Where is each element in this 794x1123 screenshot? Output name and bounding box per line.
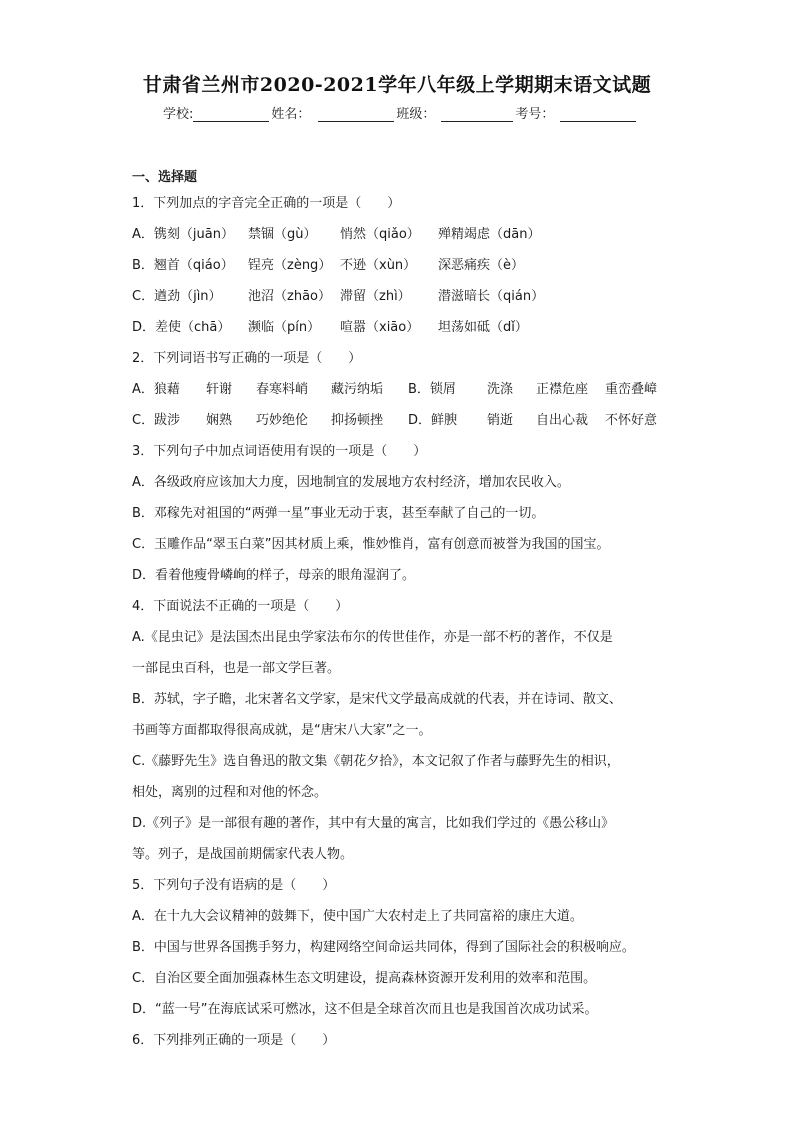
question-4-stem: 4．下面说法不正确的一项是（ ） — [132, 599, 349, 614]
option-item: 不逊（xùn） — [340, 258, 417, 273]
word-item: B．锁屑 — [408, 382, 456, 397]
question-3-option-b: B．邓稼先对祖国的“两弹一星”事业无动于衷，甚至奉献了自己的一切。 — [132, 506, 545, 521]
option-item: 喧嚣（xiāo） — [340, 320, 420, 335]
option-item: 悄然（qiǎo） — [340, 227, 420, 242]
student-info-row — [163, 103, 638, 122]
option-item: 池沼（zhāo） — [248, 289, 331, 304]
option-item: C．遒劲（jìn） — [132, 289, 222, 304]
question-4-line: 书画等方面都取得很高成就，是“唐宋八大家”之一。 — [132, 723, 432, 738]
question-4-line: 等。列子，是战国前期儒家代表人物。 — [132, 847, 354, 862]
question-4-line: D.《列子》是一部很有趣的著作，其中有大量的寓言，比如我们学过的《愚公移山》 — [132, 816, 615, 831]
word-item: D．鲜腴 — [408, 413, 458, 428]
school-blank — [193, 107, 269, 122]
option-item: 坦荡如砥（dǐ） — [438, 320, 528, 335]
word-item: 洗涤 — [487, 382, 514, 397]
word-item: 正襟危座 — [536, 382, 589, 397]
question-5-option-a: A．在十九大会议精神的鼓舞下，使中国广大农村走上了共同富裕的康庄大道。 — [132, 909, 583, 924]
name-blank — [318, 107, 394, 122]
question-1-option-a — [132, 219, 677, 250]
question-3-stem: 3．下列句子中加点词语使用有误的一项是（ ） — [132, 444, 427, 459]
option-item: 锃亮（zèng） — [248, 258, 332, 273]
questions — [132, 188, 677, 1056]
page-title: 甘肃省兰州市2020-2021学年八年级上学期期末语文试题 — [142, 74, 652, 96]
class-blank — [441, 107, 513, 122]
section-heading: 一、选择题 — [132, 170, 198, 185]
option-item: 濒临（pín） — [248, 320, 321, 335]
word-item: 春寒料峭 — [256, 382, 309, 397]
question-5-stem: 5．下列句子没有语病的是（ ） — [132, 878, 336, 893]
question-1-stem: 1．下列加点的字音完全正确的一项是（ ） — [132, 196, 401, 211]
option-item: 殚精竭虑（dān） — [438, 227, 541, 242]
option-item: 潜滋暗长（qián） — [438, 289, 545, 304]
exam-no-label: 考号： — [515, 107, 555, 122]
word-item: A．狼藉 — [132, 382, 180, 397]
question-4-line: 相处，离别的过程和对他的怀念。 — [132, 785, 328, 800]
question-4-line: A.《昆虫记》是法国杰出昆虫学家法布尔的传世佳作，亦是一部不朽的著作，不仅是 — [132, 630, 613, 645]
word-item: 重峦叠嶂 — [605, 382, 658, 397]
name-label: 姓名： — [271, 107, 311, 122]
option-item: 深恶痛疾（è） — [438, 258, 524, 273]
question-2-row-cd — [132, 405, 677, 436]
question-4-line: 一部昆虫百科，也是一部文学巨著。 — [132, 661, 341, 676]
question-6-stem: 6．下列排列正确的一项是（ ） — [132, 1033, 336, 1048]
word-item: 不怀好意 — [605, 413, 658, 428]
option-item: D．差使（chā） — [132, 320, 231, 335]
word-item: 抑扬顿挫 — [331, 413, 384, 428]
question-3-option-a: A．各级政府应该加大力度，因地制宜的发展地方农村经济，增加农民收入。 — [132, 475, 570, 490]
question-2-stem: 2．下列词语书写正确的一项是（ ） — [132, 351, 362, 366]
question-1-option-d — [132, 312, 677, 343]
option-item: B．翘首（qiáo） — [132, 258, 234, 273]
word-item: 轩谢 — [206, 382, 233, 397]
exam-no-blank — [560, 107, 636, 122]
word-item: 销逝 — [487, 413, 514, 428]
word-item: C．跋涉 — [132, 413, 181, 428]
question-1-option-b — [132, 250, 677, 281]
class-label: 班级： — [396, 107, 436, 122]
question-5-option-b: B．中国与世界各国携手努力，构建网络空间命运共同体，得到了国际社会的积极响应。 — [132, 940, 635, 955]
word-item: 娴熟 — [206, 413, 233, 428]
question-2-row-ab — [132, 374, 677, 405]
question-5-option-c: C．自治区要全面加强森林生态文明建设，提高森林资源开发利用的效率和范围。 — [132, 971, 597, 986]
option-item: 滞留（zhì） — [340, 289, 411, 304]
word-item: 藏污纳垢 — [331, 382, 384, 397]
question-3-option-d: D．看着他瘦骨嶙峋的样子，母亲的眼角湿润了。 — [132, 568, 416, 583]
word-item: 自出心裁 — [536, 413, 589, 428]
question-3-option-c: C．玉雕作品“翠玉白菜”因其材质上乘，惟妙惟肖，富有创意而被誉为我国的国宝。 — [132, 537, 610, 552]
question-4-line: C.《藤野先生》选自鲁迅的散文集《朝花夕拾》，本文记叙了作者与藤野先生的相识， — [132, 754, 620, 769]
school-label: 学校: — [163, 107, 194, 122]
question-4-line: B．苏轼，字子瞻，北宋著名文学家，是宋代文学最高成就的代表，并在诗词、散文、 — [132, 692, 622, 707]
option-item: A．镌刻（juān） — [132, 227, 234, 242]
question-1-option-c — [132, 281, 677, 312]
question-5-option-d: D．“蓝一号”在海底试采可燃冰，这不但是全球首次而且也是我国首次成功试采。 — [132, 1002, 598, 1017]
word-item: 巧妙绝伦 — [256, 413, 309, 428]
option-item: 禁锢（gù） — [248, 227, 317, 242]
